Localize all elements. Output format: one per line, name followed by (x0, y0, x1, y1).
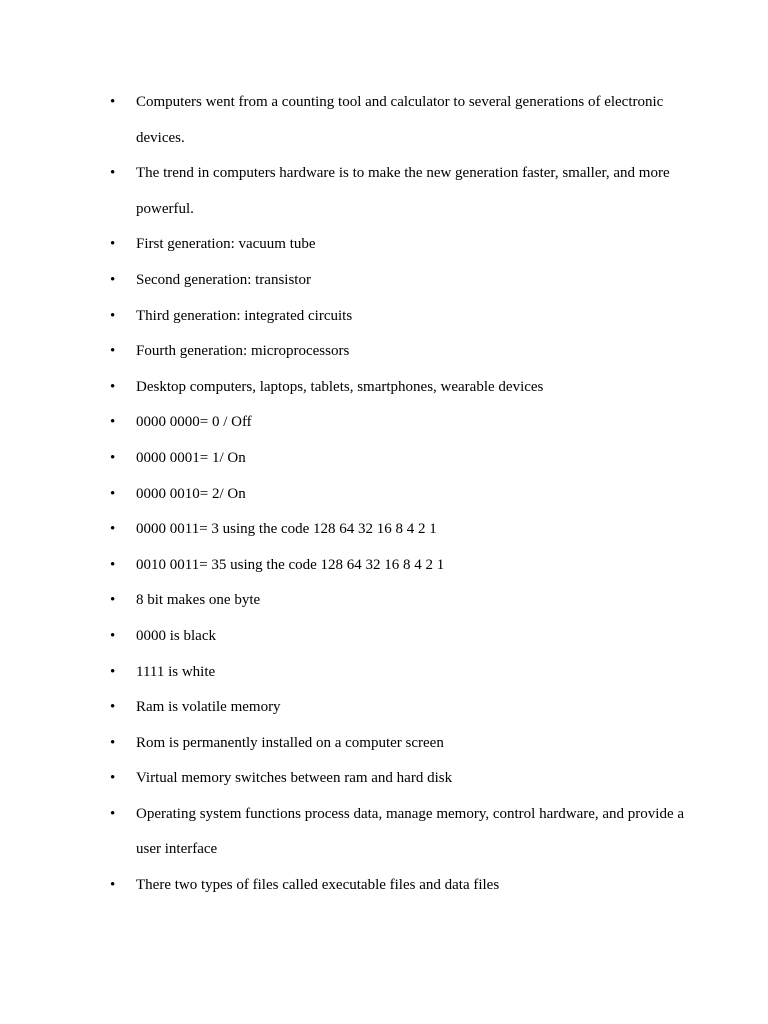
bullet-icon: • (110, 770, 116, 787)
list-item (108, 263, 688, 299)
bullet-icon: • (110, 877, 116, 894)
bullet-list (108, 85, 688, 904)
list-item (108, 405, 688, 441)
list-item-text: Second generation: transistor (136, 271, 311, 288)
bullet-icon: • (110, 94, 116, 110)
bullet-icon: • (110, 592, 116, 609)
list-item (108, 334, 688, 370)
list-item-text: Virtual memory switches between ram and hard disk (136, 770, 453, 787)
list-item-text: Computers went from a counting tool and calculator to several generations of electronic devices. (136, 94, 664, 146)
list-item (108, 726, 688, 762)
list-item-text: Rom is permanently installed on a computer screen (136, 734, 444, 751)
bullet-icon: • (110, 378, 116, 395)
list-item-text: 0010 0011= 35 using the code 128 64 32 16 8 4 2 1 (136, 556, 445, 573)
list-item (108, 548, 688, 584)
list-item-text: 8 bit makes one byte (136, 592, 261, 609)
bullet-icon: • (110, 663, 116, 680)
list-item-text: 1111 is white (136, 663, 216, 680)
list-item-text: Fourth generation: microprocessors (136, 343, 350, 360)
bullet-icon: • (110, 236, 116, 253)
list-item (108, 85, 688, 156)
list-item-text: 0000 0001= 1/ On (136, 449, 246, 466)
list-item (108, 868, 688, 904)
list-item (108, 583, 688, 619)
list-item (108, 655, 688, 691)
list-item (108, 227, 688, 263)
list-item-text: 0000 0011= 3 using the code 128 64 32 16 8 4 2 1 (136, 521, 437, 538)
list-item-text: The trend in computers hardware is to make the new generation faster, smaller, and more powerful. (136, 165, 670, 217)
list-item (108, 477, 688, 513)
list-item (108, 619, 688, 655)
bullet-icon: • (110, 485, 116, 502)
list-item-text: 0000 0000= 0 / Off (136, 414, 252, 431)
bullet-icon: • (110, 699, 116, 716)
bullet-icon: • (110, 521, 116, 538)
list-item (108, 512, 688, 548)
list-item (108, 370, 688, 406)
list-item (108, 299, 688, 335)
bullet-icon: • (110, 307, 116, 324)
list-item-text: There two types of files called executable files and data files (136, 877, 500, 894)
bullet-icon: • (110, 414, 116, 431)
bullet-icon: • (110, 271, 116, 288)
bullet-icon: • (110, 805, 116, 822)
bullet-icon: • (110, 343, 116, 360)
list-item (108, 797, 688, 868)
list-item-text: Operating system functions process data, manage memory, control hardware, and provide a user interface (136, 805, 685, 858)
list-item (108, 761, 688, 797)
bullet-icon: • (110, 734, 116, 751)
list-item-text: Ram is volatile memory (136, 699, 281, 716)
list-item-text: 0000 is black (136, 627, 216, 644)
list-item (108, 156, 688, 227)
bullet-icon: • (110, 449, 116, 466)
bullet-icon: • (110, 627, 116, 644)
list-item (108, 690, 688, 726)
bullet-icon: • (110, 165, 116, 182)
list-item-text: Desktop computers, laptops, tablets, smartphones, wearable devices (136, 378, 544, 395)
bullet-icon: • (110, 556, 116, 573)
list-item-text: Third generation: integrated circuits (136, 307, 353, 324)
list-item (108, 441, 688, 477)
list-item-text: 0000 0010= 2/ On (136, 485, 246, 502)
list-item-text: First generation: vacuum tube (136, 236, 316, 253)
